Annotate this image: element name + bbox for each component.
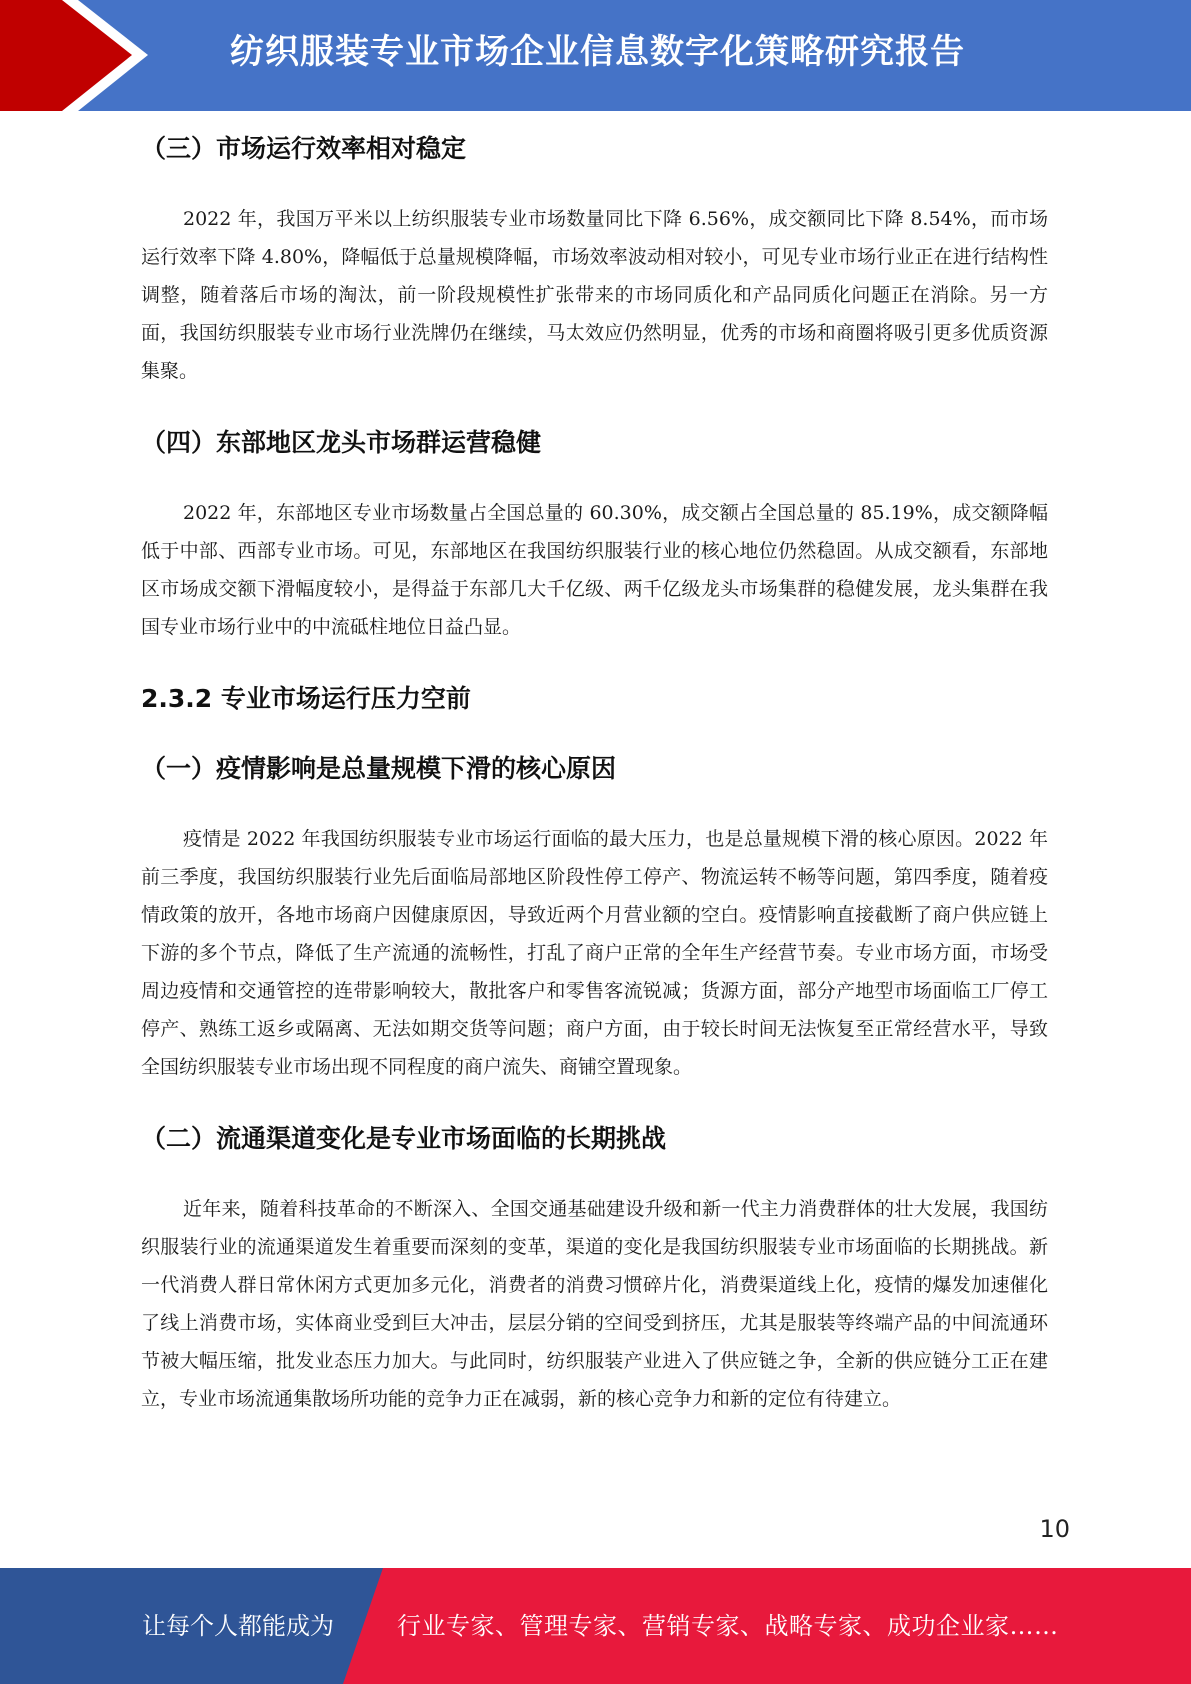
page-number: 10 <box>1039 1515 1070 1543</box>
section-paragraph-3: 2022 年，我国万平米以上纺织服装专业市场数量同比下降 6.56%，成交额同比下降 8.54%，而市场运行效率下降 4.80%，降幅低于总量规模降幅，市场效率波动相对较小，可见专业市场行业正在进行结构性调整，随着落后市场的淘汰，前一阶段规模性扩张带来的市场同质化和产品同质化问题正在消除。另一方面，我国纺织服装专业市场行业洗牌仍在继续，马太效应仍然明显，优秀的市场和商圈将吸引更多优质资源集聚。 <box>141 208 1048 382</box>
chapter-heading: 2.3.2 专业市场运行压力空前 <box>141 684 471 713</box>
section-heading-3: （三）市场运行效率相对稳定 <box>141 134 467 163</box>
section-paragraph-1: 疫情是 2022 年我国纺织服装专业市场运行面临的最大压力，也是总量规模下滑的核心原因。2022 年前三季度，我国纺织服装行业先后面临局部地区阶段性停工停产、物流运转不畅等问题，第四季度，随着疫情政策的放开，各地市场商户因健康原因，导致近两个月营业额的空白。疫情影响直接截断了商户供应链上下游的多个节点，降低了生产流通的流畅性，打乱了商户正常的全年生产经营节奏。专业市场方面，市场受周边疫情和交通管控的连带影响较大，散批客户和零售客流锐减；货源方面，部分产地型市场面临工厂停工停产、熟练工返乡或隔离、无法如期交货等问题；商户方面，由于较长时间无法恢复至正常经营水平，导致全国纺织服装专业市场出现不同程度的商户流失、商铺空置现象。 <box>141 828 1048 1078</box>
section-paragraph-4: 2022 年，东部地区专业市场数量占全国总量的 60.30%，成交额占全国总量的 85.19%，成交额降幅低于中部、西部专业市场。可见，东部地区在我国纺织服装行业的核心地位仍然稳固。从成交额看，东部地区市场成交额下滑幅度较小，是得益于东部几大千亿级、两千亿级龙头市场集群的稳健发展，龙头集群在我国专业市场行业中的中流砥柱地位日益凸显。 <box>141 502 1048 638</box>
section-paragraph-2: 近年来，随着科技革命的不断深入、全国交通基础建设升级和新一代主力消费群体的壮大发展，我国纺织服装行业的流通渠道发生着重要而深刻的变革，渠道的变化是我国纺织服装专业市场面临的长期挑战。新一代消费人群日常休闲方式更加多元化，消费者的消费习惯碎片化，消费渠道线上化，疫情的爆发加速催化了线上消费市场，实体商业受到巨大冲击，层层分销的空间受到挤压，尤其是服装等终端产品的中间流通环节被大幅压缩，批发业态压力加大。与此同时，纺织服装产业进入了供应链之争，全新的供应链分工正在建立，专业市场流通集散场所功能的竞争力正在减弱，新的核心竞争力和新的定位有待建立。 <box>141 1198 1048 1410</box>
footer-slogan-right: 行业专家、管理专家、营销专家、战略专家、成功企业家…… <box>397 1612 1059 1640</box>
report-title: 纺织服装专业市场企业信息数字化策略研究报告 <box>230 32 965 72</box>
section-heading-1: （一）疫情影响是总量规模下滑的核心原因 <box>141 754 617 783</box>
footer-slogan-left: 让每个人都能成为 <box>142 1612 334 1640</box>
main-content <box>141 120 1048 1418</box>
section-heading-4: （四）东部地区龙头市场群运营稳健 <box>141 428 542 457</box>
header-red-chevron <box>0 0 148 111</box>
section-heading-2: （二）流通渠道变化是专业市场面临的长期挑战 <box>141 1124 667 1153</box>
page-header <box>0 0 1191 111</box>
page-footer <box>0 1568 1191 1684</box>
